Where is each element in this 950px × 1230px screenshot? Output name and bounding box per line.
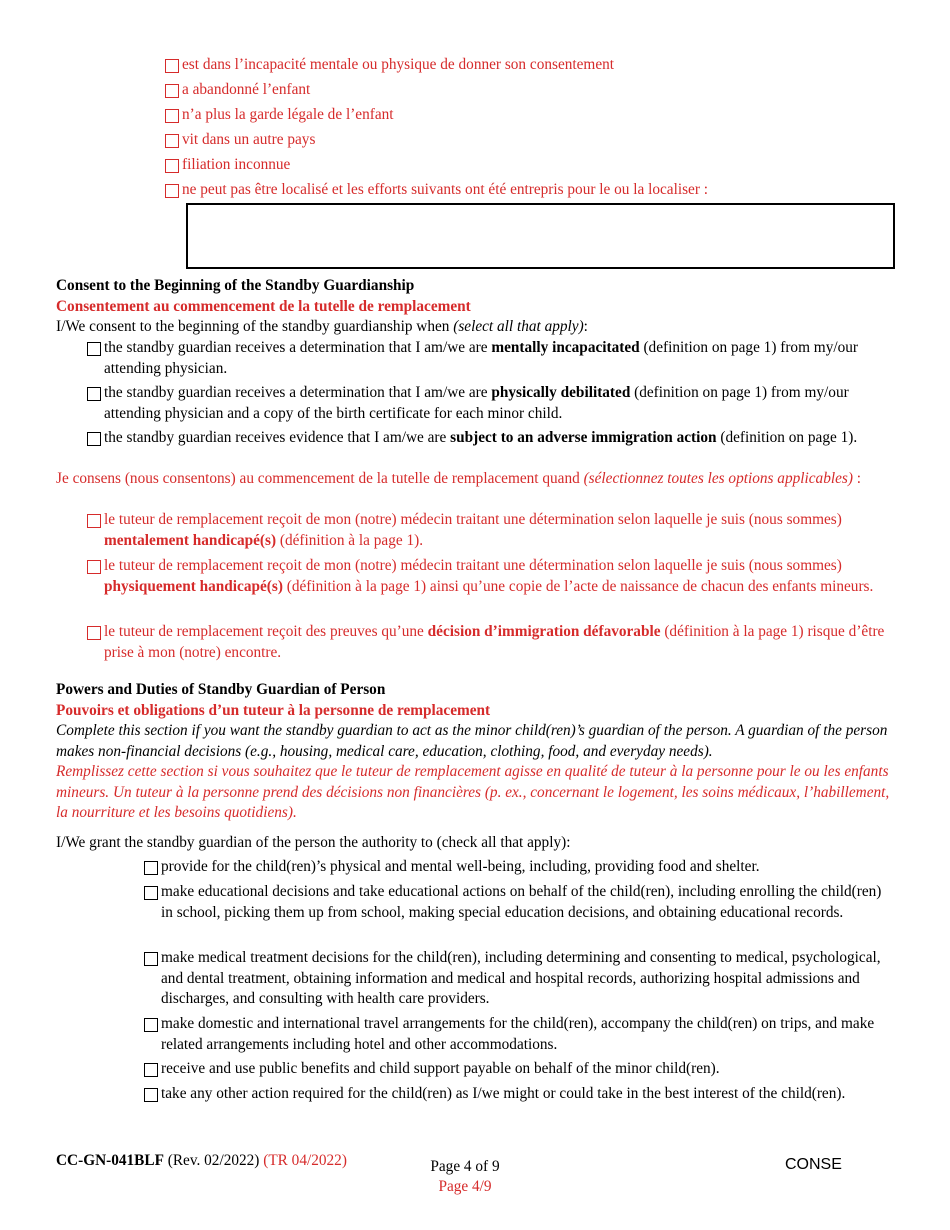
consent-option-mental: the standby guardian receives a determination that I am/we are mentally incapacitated (definition on page 1) from my/our attending physician. (87, 338, 892, 379)
checkbox[interactable] (144, 861, 158, 875)
checkbox[interactable] (87, 626, 101, 640)
checkbox[interactable] (165, 84, 179, 98)
checkbox[interactable] (87, 342, 101, 356)
checkbox[interactable] (87, 387, 101, 401)
checkbox[interactable] (87, 432, 101, 446)
checkbox[interactable] (87, 560, 101, 574)
checkbox[interactable] (165, 184, 179, 198)
checkbox[interactable] (144, 1063, 158, 1077)
form-id: CC-GN-041BLF (Rev. 02/2022) (TR 04/2022) (56, 1152, 347, 1169)
page-number-en: Page 4 of 9 (430, 1158, 500, 1175)
power-option-education: make educational decisions and take educational actions on behalf of the child(ren), including enrolling the child(ren) in school, picking them up from school, making special education decisions, and obtaining educational records. (144, 882, 894, 923)
page-number-fr: Page 4/9 (438, 1178, 492, 1195)
power-option-benefits: receive and use public benefits and child support payable on behalf of the minor child(ren). (144, 1059, 894, 1083)
consent-title-fr: Consentement au commencement de la tutelle de remplacement (56, 298, 471, 315)
option-cannot-locate: ne peut pas être localisé et les efforts suivants ont été entrepris pour le ou la localiser : (165, 180, 905, 204)
option-incapable: est dans l’incapacité mentale ou physique de donner son consentement (165, 55, 905, 79)
powers-note-en: Complete this section if you want the standby guardian to act as the minor child(ren)’s guardian of the person. A guardian of the person makes non-financial decisions (e.g., housing, medical care, education, clothing, food, and everyday needs). (56, 722, 888, 760)
power-option-medical: make medical treatment decisions for the child(ren), including determining and consenting to medical, psychological, and dental treatment, obtaining information and medical and hospital records, authorizing hospital admissions and discharges, and consulting with health care providers. (144, 948, 894, 1010)
option-unknown-parentage: filiation inconnue (165, 155, 905, 179)
option-other-country: vit dans un autre pays (165, 130, 905, 154)
consent-intro-fr: Je consens (nous consentons) au commencement de la tutelle de remplacement quand (sélectionnez toutes les options applicables) : (56, 470, 862, 487)
consent-option-mental-fr: le tuteur de remplacement reçoit de mon (notre) médecin traitant une détermination selon laquelle je suis (nous sommes) mentalement handicapé(s) (définition à la page 1). (87, 510, 892, 551)
powers-title-en: Powers and Duties of Standby Guardian of Person (56, 681, 386, 698)
powers-grant-intro: I/We grant the standby guardian of the person the authority to (check all that apply): (56, 834, 571, 851)
consent-option-immigration: the standby guardian receives evidence that I am/we are subject to an adverse immigration action (definition on page 1). (87, 428, 892, 452)
consent-title-en: Consent to the Beginning of the Standby Guardianship (56, 277, 415, 294)
option-abandoned: a abandonné l’enfant (165, 80, 905, 104)
checkbox[interactable] (144, 952, 158, 966)
locate-efforts-field[interactable] (186, 203, 895, 269)
power-option-wellbeing: provide for the child(ren)’s physical and mental well-being, including, providing food and shelter. (144, 857, 894, 881)
checkbox[interactable] (144, 1088, 158, 1102)
power-option-travel: make domestic and international travel arrangements for the child(ren), accompany the child(ren) on trips, and make related arrangements including hotel and other accommodations. (144, 1014, 894, 1055)
consent-option-physical: the standby guardian receives a determination that I am/we are physically debilitated (definition on page 1) from my/our attending physician and a copy of the birth certificate for each minor child. (87, 383, 892, 424)
checkbox[interactable] (165, 159, 179, 173)
power-option-other-action: take any other action required for the child(ren) as I/we might or could take in the best interest of the child(ren). (144, 1084, 894, 1108)
consent-option-immigration-fr: le tuteur de remplacement reçoit des preuves qu’une décision d’immigration défavorable (définition à la page 1) risque d’être prise à mon (notre) encontre. (87, 622, 892, 663)
checkbox[interactable] (165, 59, 179, 73)
powers-title-fr: Pouvoirs et obligations d’un tuteur à la personne de remplacement (56, 702, 491, 719)
consent-option-physical-fr: le tuteur de remplacement reçoit de mon (notre) médecin traitant une détermination selon laquelle je suis (nous sommes) physiquement handicapé(s) (définition à la page 1) ainsi qu’une copie de l’acte de naissance de chacun des enfants mineurs. (87, 556, 892, 597)
conse-label: CONSE (785, 1156, 842, 1173)
checkbox[interactable] (144, 1018, 158, 1032)
powers-note-fr: Remplissez cette section si vous souhaitez que le tuteur de remplacement agisse en qualité de tuteur à la personne pour le ou les enfants mineurs. Un tuteur à la personne prend des décisions non financières (p. ex., concernant le logement, les soins médicaux, l’habillement, la nourriture et les besoins quotidiens). (56, 763, 890, 821)
option-no-custody: n’a plus la garde légale de l’enfant (165, 105, 905, 129)
checkbox[interactable] (165, 134, 179, 148)
checkbox[interactable] (87, 514, 101, 528)
checkbox[interactable] (144, 886, 158, 900)
checkbox[interactable] (165, 109, 179, 123)
consent-intro-en: I/We consent to the beginning of the standby guardianship when (select all that apply): (56, 318, 588, 335)
